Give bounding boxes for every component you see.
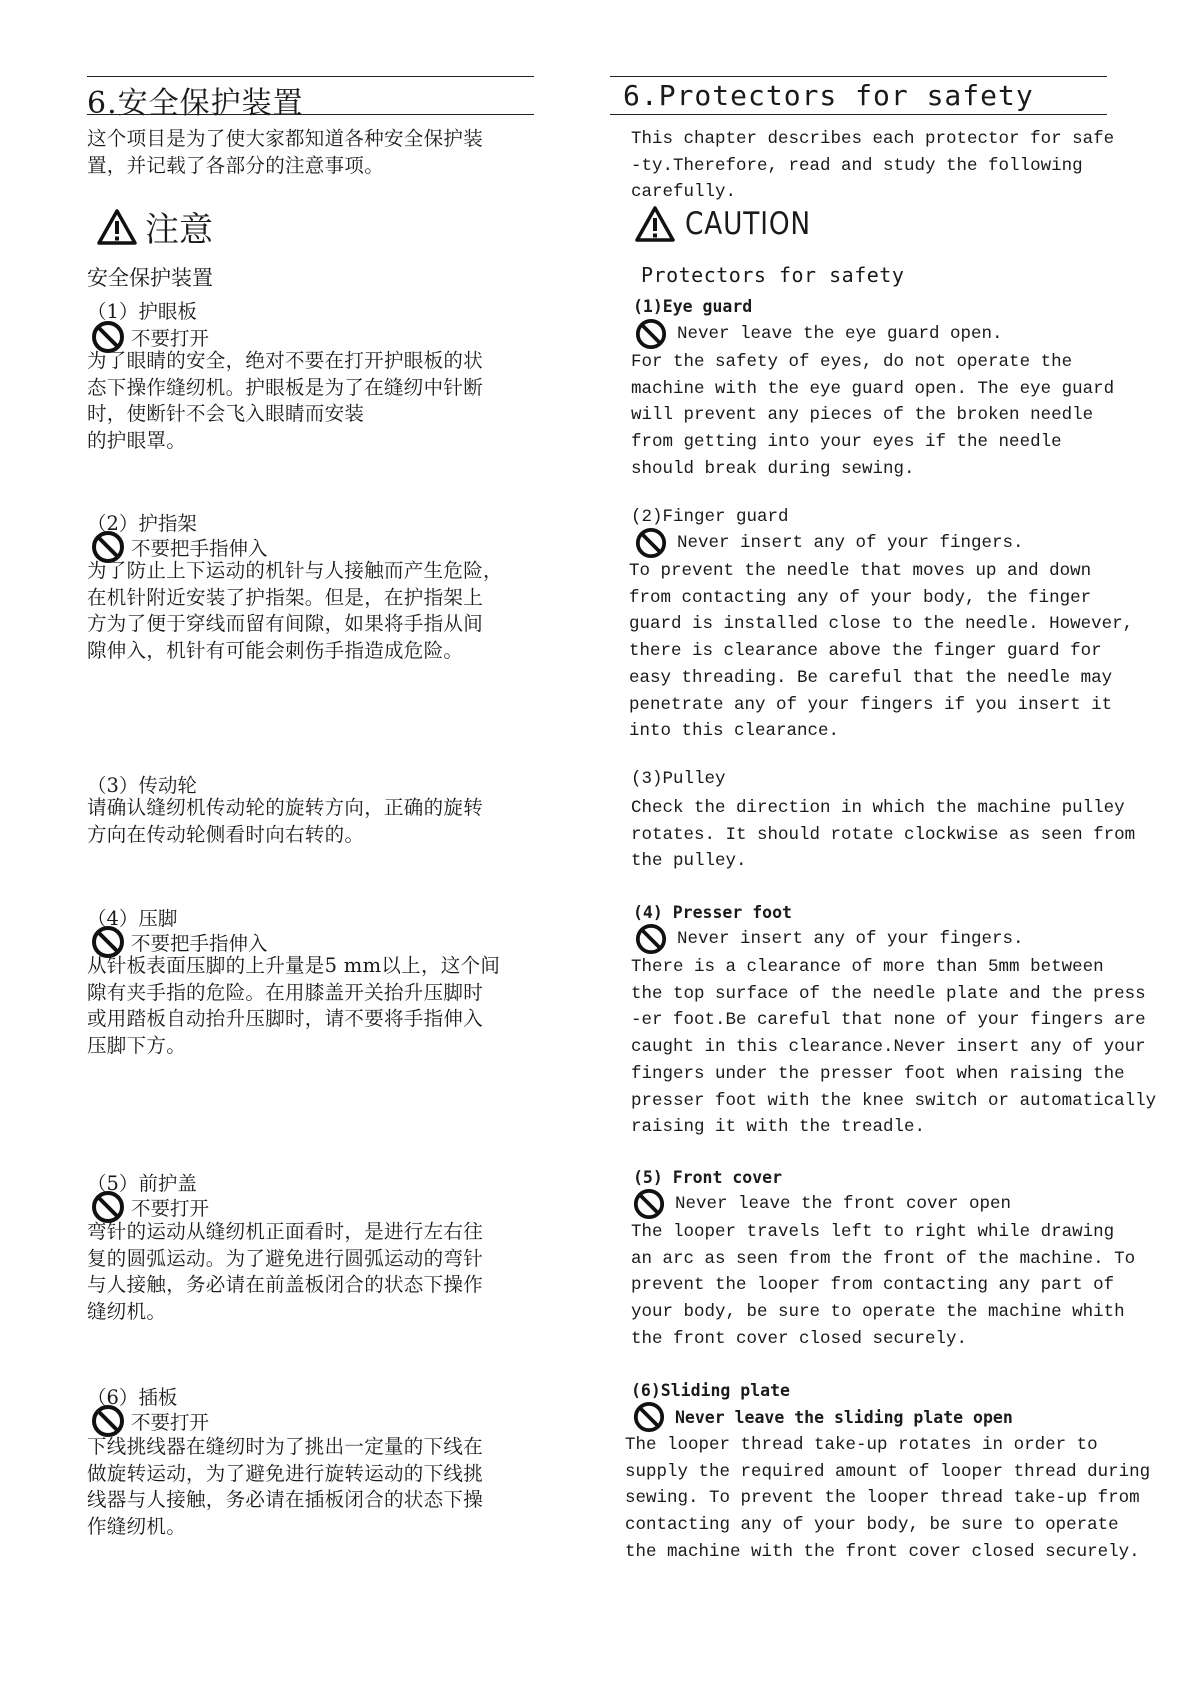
warning-triangle-icon — [97, 209, 137, 245]
warning-sliding-plate — [91, 1404, 209, 1438]
intro-text: 这个项目是为了使大家都知道各种安全保护装 置，并记载了各部分的注意事项。 — [87, 127, 484, 177]
no-entry-circle-icon — [635, 923, 667, 955]
item-title-front-cover: (5) Front cover — [633, 1168, 783, 1187]
no-entry-circle-icon — [633, 1188, 665, 1220]
item-body-presser-foot: There is a clearance of more than 5mm between the top surface of the needle plate and the press -er foot.Be careful that none of your fingers are caught in this clearance.Never insert any of your fingers under the presser foot when raising the presser foot with the knee switch or automatically raising it with the treadle. — [631, 957, 1157, 1138]
item-body-eye-guard: For the safety of eyes, do not operate the machine with the eye guard open. The eye guard will prevent any pieces of the broken needle from getting into your eyes if the needle should break during sewing. — [631, 352, 1115, 479]
item-title-finger-guard: （2）护指架 — [87, 512, 197, 535]
section-subtitle: Protectors for safety — [641, 263, 905, 287]
section-subtitle: 安全保护装置 — [87, 266, 213, 290]
title-bottom-rule — [610, 114, 1107, 115]
title-bottom-rule — [87, 114, 534, 115]
caution-label: CAUTION — [685, 206, 811, 242]
warning-front-cover — [633, 1188, 1011, 1220]
item-body-sliding-plate: The looper thread take-up rotates in order to supply the required amount of looper thread during sewing. To prevent the looper thread take-up from contacting any of your body, be sure to operate the machine with the front cover closed securely. — [625, 1435, 1151, 1562]
caution-header — [635, 206, 833, 242]
item-body-front-cover: The looper travels left to right while drawing an arc as seen from the front of the machine. To prevent the looper from contacting any part of your body, be sure to operate the machine whith the front cover closed securely. — [631, 1222, 1136, 1349]
item-title-pulley: (3)Pulley — [631, 769, 726, 789]
item-body-finger-guard: To prevent the needle that moves up and down from contacting any of your body, the finger guard is installed close to the needle. However, there is clearance above the finger guard for easy threading. Be careful that the needle may penetrate any of your fingers if you insert it into this clearance. — [629, 561, 1134, 742]
caution-label: 注意 — [145, 210, 213, 250]
item-title-front-cover: （5）前护盖 — [87, 1172, 197, 1195]
no-entry-circle-icon — [635, 318, 667, 350]
item-body-presser-foot: 从针板表面压脚的上升量是5 mm以上，这个间 隙有夹手指的危险。在用膝盖开关抬升压脚时 或用踏板自动抬升压脚时，请不要将手指伸入 压脚下方。 — [87, 954, 501, 1058]
item-body-finger-guard: 为了防止上下运动的机针与人接触而产生危险， 在机针附近安装了护指架。但是，在护指架上 方为了便于穿线而留有间隙，如果将手指从间 隙伸入，机针有可能会刺伤手指造成危险。 — [87, 559, 503, 663]
item-title-sliding-plate: (6)Sliding plate — [631, 1381, 790, 1400]
title-top-rule — [87, 76, 534, 77]
warning-text: Never leave the sliding plate open — [675, 1407, 1013, 1427]
item-body-pulley: Check the direction in which the machine pulley rotates. It should rotate clockwise as seen from the pulley. — [631, 798, 1136, 872]
no-entry-circle-icon — [635, 527, 667, 559]
warning-presser-foot — [635, 923, 1024, 955]
warning-finger-guard — [635, 527, 1024, 559]
warning-sliding-plate — [633, 1401, 1013, 1433]
item-title-pulley: （3）传动轮 — [87, 774, 197, 797]
item-title-sliding-plate: （6）插板 — [87, 1386, 178, 1409]
warning-text: Never leave the eye guard open. — [677, 324, 1003, 344]
warning-triangle-icon — [635, 206, 675, 242]
warning-text: Never insert any of your fingers. — [677, 533, 1024, 553]
item-title-eye-guard: （1）护眼板 — [87, 300, 197, 323]
title-top-rule — [610, 76, 1107, 77]
warning-eye-guard — [635, 318, 1003, 350]
warning-text: 不要把手指伸入 — [131, 932, 268, 955]
item-body-pulley: 请确认缝纫机传动轮的旋转方向，正确的旋转 方向在传动轮侧看时向右转的。 — [87, 796, 484, 846]
item-title-eye-guard: (1)Eye guard — [633, 297, 753, 316]
item-body-eye-guard: 为了眼睛的安全，绝对不要在打开护眼板的状 态下操作缝纫机。护眼板是为了在缝纫中针断 时，使断针不会飞入眼睛而安装 的护眼罩。 — [87, 349, 484, 453]
item-body-sliding-plate: 下线挑线器在缝纫时为了挑出一定量的下线在 做旋转运动，为了避免进行旋转运动的下线挑 线器与人接触，务必请在插板闭合的状态下操 作缝纫机。 — [87, 1435, 484, 1539]
warning-text: 不要把手指伸入 — [131, 537, 268, 560]
no-entry-circle-icon — [633, 1401, 665, 1433]
caution-header — [97, 202, 213, 251]
intro-text: This chapter describes each protector for safe -ty.Therefore, read and study the following carefully. — [631, 129, 1115, 203]
warning-text: Never insert any of your fingers. — [677, 929, 1024, 949]
warning-text: Never leave the front cover open — [675, 1194, 1012, 1214]
item-title-finger-guard: (2)Finger guard — [631, 507, 789, 527]
page-title: 6.Protectors for safety — [623, 79, 1034, 112]
no-entry-circle-icon — [91, 1404, 125, 1438]
warning-text: 不要打开 — [131, 1411, 210, 1434]
item-title-presser-foot: (4) Presser foot — [633, 903, 792, 922]
item-title-presser-foot: （4）压脚 — [87, 907, 178, 930]
page-title: 6.安全保护装置 — [87, 86, 304, 121]
item-body-front-cover: 弯针的运动从缝纫机正面看时，是进行左右往 复的圆弧运动。为了避免进行圆弧运动的弯针 与人接触，务必请在前盖板闭合的状态下操作 缝纫机。 — [87, 1220, 484, 1324]
warning-text: 不要打开 — [131, 327, 210, 350]
warning-text: 不要打开 — [131, 1197, 210, 1220]
